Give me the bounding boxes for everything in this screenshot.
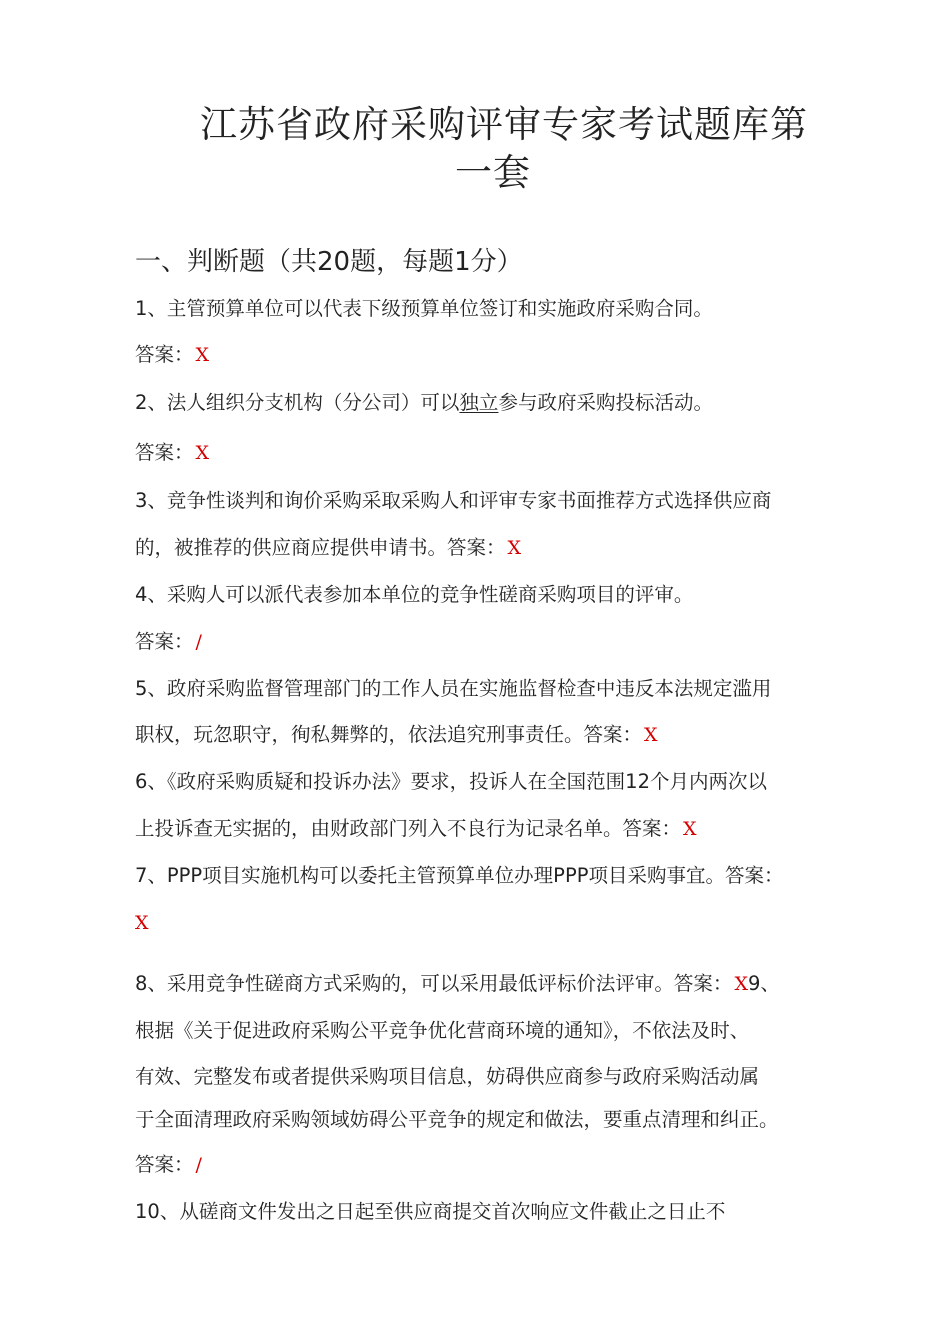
- answer-7-row: [135, 908, 149, 938]
- answer-2: X: [195, 442, 210, 464]
- question-9-line4: 于全面清理政府采购领域妨碍公平竞争的规定和做法，要重点清理和纠正。: [135, 1108, 779, 1131]
- answer-4-row: [135, 627, 202, 657]
- underlined-word: 独立: [459, 391, 499, 414]
- question-7-line1: 7、PPP项目实施机构可以委托主管预算单位办理PPP项目采购事宜。答案：: [135, 864, 784, 887]
- answer-1-row: [135, 340, 209, 370]
- answer-8: X: [734, 973, 748, 995]
- answer-label: 答案：: [135, 441, 194, 464]
- answer-3: X: [507, 537, 522, 559]
- answer-6: X: [683, 818, 697, 840]
- question-2: 2、法人组织分支机构（分公司）可以独立参与政府采购投标活动。: [135, 391, 713, 414]
- answer-label: 。答案：: [427, 536, 506, 559]
- question-8: 8、采用竞争性磋商方式采购的，可以采用最低评标价法评审。答案： X9、: [135, 972, 780, 995]
- answer-label: 答案：: [135, 630, 194, 653]
- answer-9-row: [135, 1150, 202, 1180]
- document-title-line1: 江苏省政府采购评审专家考试题库第: [200, 103, 808, 146]
- question-9-line2: 根据《关于促进政府采购公平竞争优化营商环境的通知》，不依法及时、: [135, 1019, 750, 1042]
- question-4: 4、采购人可以派代表参加本单位的竞争性磋商采购项目的评审。: [135, 583, 694, 606]
- question-6-line1: 6、《政府采购质疑和投诉办法》要求，投诉人在全国范围12个月内两次以: [135, 770, 767, 793]
- question-6-line2: 上投诉查无实据的，由财政部门列入不良行为记录名单。答案： X: [135, 817, 697, 840]
- question-9-line3: 有效、完整发布或者提供采购项目信息，妨碍供应商参与政府采购活动属: [135, 1065, 760, 1088]
- answer-9: /: [195, 1154, 202, 1176]
- answer-label: 。答案：: [603, 817, 682, 840]
- answer-7: X: [135, 912, 149, 934]
- document-title-line2: 一套: [455, 151, 531, 194]
- answer-label: 答案：: [135, 343, 194, 366]
- answer-1: X: [195, 344, 210, 366]
- question-9-number: 9、: [747, 972, 780, 995]
- answer-5: X: [644, 724, 658, 746]
- section-heading: 一、判断题（共20题，每题1分）: [135, 247, 523, 277]
- answer-label: 。答案：: [564, 723, 643, 746]
- question-3-line2: 的，被推荐的供应商应提供申请书。答案： X: [135, 536, 522, 559]
- question-3-line1: 3、竞争性谈判和询价采购采取采购人和评审专家书面推荐方式选择供应商: [135, 489, 772, 512]
- answer-2-row: [135, 438, 209, 468]
- question-10: 10、从磋商文件发出之日起至供应商提交首次响应文件截止之日止不: [135, 1200, 726, 1223]
- answer-label: 。答案：: [654, 972, 733, 995]
- question-1: 1、主管预算单位可以代表下级预算单位签订和实施政府采购合同。: [135, 297, 713, 320]
- answer-label: 答案：: [135, 1153, 194, 1176]
- answer-4: /: [195, 631, 202, 653]
- question-5-line2: 职权，玩忽职守，徇私舞弊的，依法追究刑事责任。答案： X: [135, 723, 658, 746]
- question-5-line1: 5、政府采购监督管理部门的工作人员在实施监督检查中违反本法规定滥用: [135, 677, 772, 700]
